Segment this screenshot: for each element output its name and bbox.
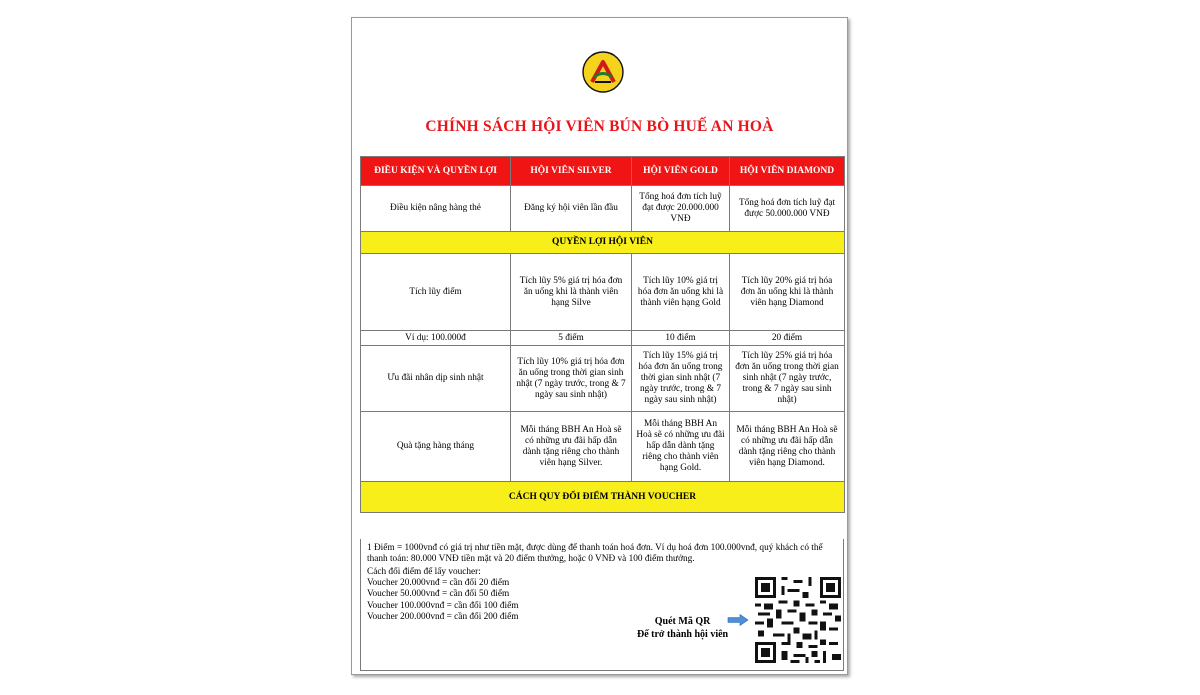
- row-label: Ưu đãi nhân dịp sinh nhật: [361, 346, 511, 412]
- page-title: CHÍNH SÁCH HỘI VIÊN BÚN BÒ HUẾ AN HOÀ: [425, 118, 774, 135]
- silver-cell: Tích lũy 10% giá trị hóa đơn ăn uống trong thời gian sinh nhật (7 ngày trước, trong & 7 ngày sau sinh nhật): [511, 346, 632, 412]
- benefits-band-label: QUYỀN LỢI HỘI VIÊN: [361, 232, 845, 254]
- row-label: Điều kiện nâng hàng thẻ: [361, 186, 511, 232]
- voucher-list: [367, 567, 518, 623]
- list-item: Voucher 200.000vnđ = cần đổi 200 điểm: [367, 611, 519, 622]
- gold-cell: 10 điểm: [632, 331, 730, 346]
- conversion-intro: 1 Điểm = 1000vnđ có giá trị như tiền mặt, được dùng để thanh toán hoá đơn. Ví dụ hoá đơn 100.000vnđ, quý khách có thể thanh toán: 80.000 VNĐ tiền mặt và 20 điểm thưởng, hoặc 0 VNĐ và 100 điểm thưởng.: [367, 543, 823, 565]
- silver-cell: Đăng ký hội viên lần đầu: [511, 186, 632, 232]
- silver-cell: Tích lũy 5% giá trị hóa đơn ăn uống khi là thành viên hạng Silve: [511, 254, 632, 331]
- list-item: Voucher 50.000vnđ = cần đổi 50 điểm: [367, 589, 510, 600]
- row-label: Ví dụ: 100.000đ: [361, 331, 511, 346]
- policy-document: [351, 17, 848, 675]
- table-row: [361, 254, 845, 331]
- gold-cell: Tích lũy 10% giá trị hóa đơn ăn uống khi là thành viên hạng Gold: [632, 254, 730, 331]
- qr-caption-line2: Để trở thành hội viên: [637, 629, 729, 640]
- table-row: [361, 186, 845, 232]
- convert-band: [361, 482, 845, 513]
- convert-band-label: CÁCH QUY ĐỔI ĐIỂM THÀNH VOUCHER: [361, 482, 845, 513]
- gold-cell: Mỗi tháng BBH An Hoà sẽ có những ưu đãi hấp dẫn dành tặng riêng cho thành viên hạng Gold.: [632, 412, 730, 482]
- table-row: [361, 346, 845, 412]
- qr-caption-line1: Quét Mã QR: [654, 616, 711, 627]
- row-label: Tích lũy điểm: [361, 254, 511, 331]
- conversion-section: [360, 539, 844, 671]
- table-row: [361, 331, 845, 346]
- list-item: Voucher 20.000vnđ = cần đổi 20 điểm: [367, 578, 510, 589]
- voucher-list-title: Cách đổi điểm để lấy voucher:: [367, 567, 481, 577]
- header-diamond: HỘI VIÊN DIAMOND: [730, 157, 845, 186]
- silver-cell: Mỗi tháng BBH An Hoà sẽ có những ưu đãi hấp dẫn dành tặng riêng cho thành viên hạng Silver.: [511, 412, 632, 482]
- diamond-cell: Tích lũy 20% giá trị hóa đơn ăn uống khi là thành viên hạng Diamond: [730, 254, 845, 331]
- an-hoa-logo: [582, 51, 624, 93]
- qr-caption: [637, 615, 728, 641]
- benefits-band: [361, 232, 845, 254]
- header-gold: HỘI VIÊN GOLD: [632, 157, 730, 186]
- table-row: [361, 412, 845, 482]
- gold-cell: Tích lũy 15% giá trị hóa đơn ăn uống trong thời gian sinh nhật (7 ngày trước, trong & 7 ngày sau sinh nhật): [632, 346, 730, 412]
- diamond-cell: Mỗi tháng BBH An Hoà sẽ có những ưu đãi hấp dẫn dành tặng riêng cho thành viên hạng Diamond.: [730, 412, 845, 482]
- header-conditions: ĐIỀU KIỆN VÀ QUYỀN LỢI: [361, 157, 511, 186]
- qr-code-icon[interactable]: [755, 577, 841, 663]
- list-item: Voucher 100.000vnđ = cần đổi 100 điểm: [367, 600, 519, 611]
- arrow-right-icon: [727, 614, 749, 626]
- silver-cell: 5 điểm: [511, 331, 632, 346]
- gold-cell: Tổng hoá đơn tích luỹ đạt được 20.000.000 VNĐ: [632, 186, 730, 232]
- diamond-cell: Tích lũy 25% giá trị hóa đơn ăn uống trong thời gian sinh nhật (7 ngày trước, trong & 7 ngày sau sinh nhật): [730, 346, 845, 412]
- membership-table: [360, 156, 845, 513]
- diamond-cell: 20 điểm: [730, 331, 845, 346]
- row-label: Quà tặng hàng tháng: [361, 412, 511, 482]
- table-header-row: [361, 157, 845, 186]
- diamond-cell: Tổng hoá đơn tích luỹ đạt được 50.000.000 VNĐ: [730, 186, 845, 232]
- header-silver: HỘI VIÊN SILVER: [511, 157, 632, 186]
